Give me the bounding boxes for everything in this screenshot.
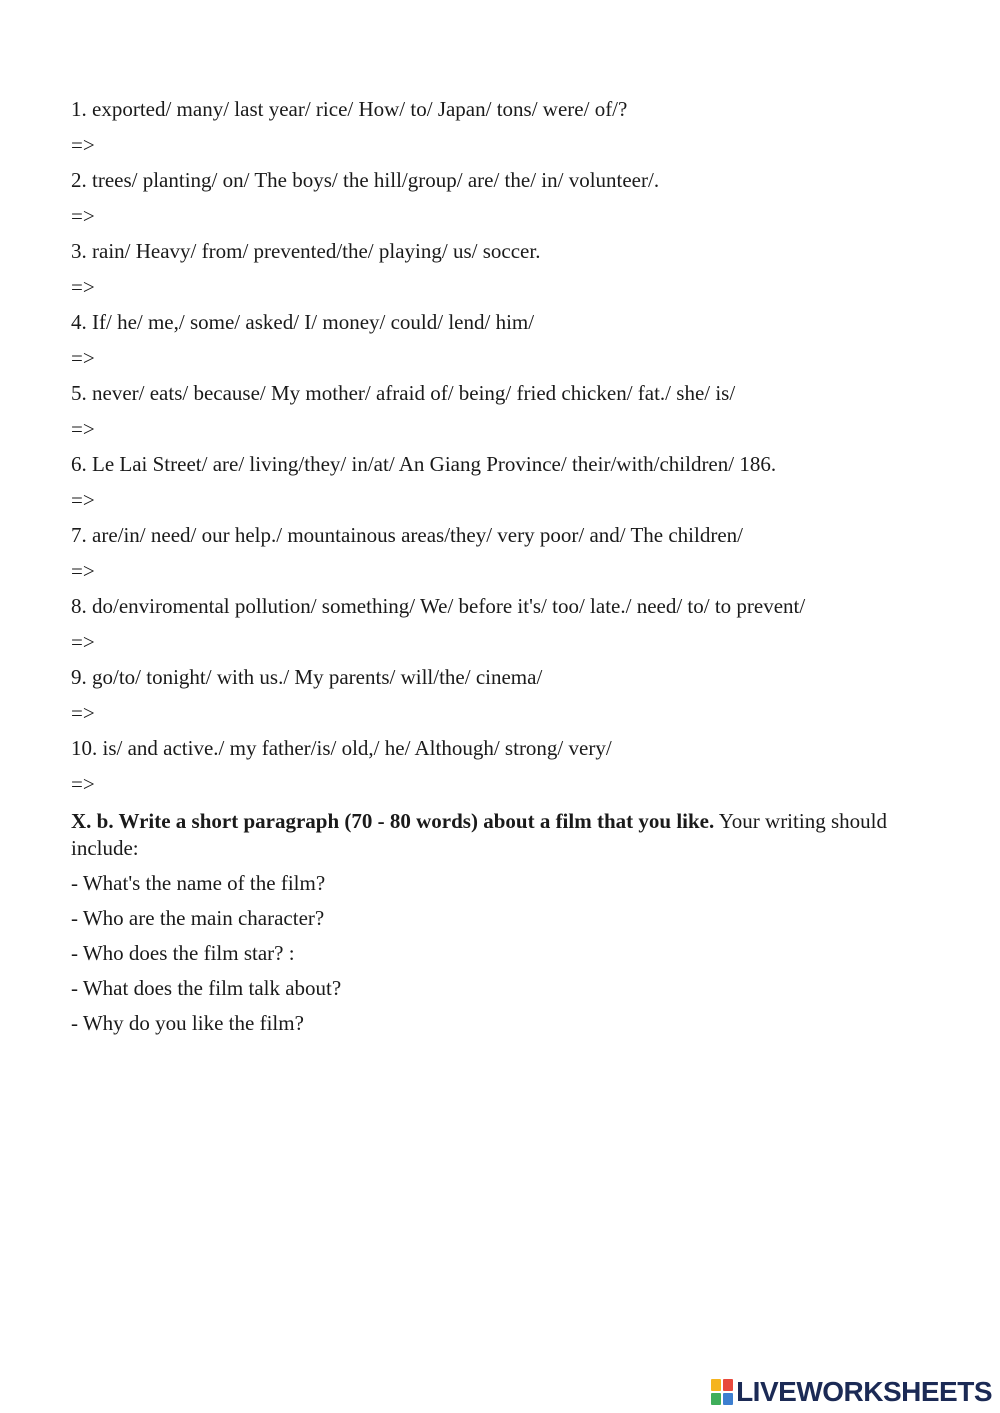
answer-line-10[interactable]: => [71, 772, 95, 796]
logo-text: LIVEWORKSHEETS [736, 1376, 992, 1407]
answer-line-8[interactable]: => [71, 630, 95, 654]
answer-line-4[interactable]: => [71, 346, 95, 370]
answer-line-5[interactable]: => [71, 417, 95, 441]
logo-square-1 [711, 1379, 721, 1391]
writing-task-instruction [71, 808, 931, 862]
prompt-item: - Why do you like the film? [71, 1011, 304, 1035]
worksheet [71, 96, 931, 1045]
question-2: 2. trees/ planting/ on/ The boys/ the hill/group/ are/ the/ in/ volunteer/. [71, 168, 660, 192]
answer-line-3[interactable]: => [71, 275, 95, 299]
prompt-item: - What's the name of the film? [71, 871, 326, 895]
question-10: 10. is/ and active./ my father/is/ old,/ he/ Although/ strong/ very/ [71, 736, 612, 760]
writing-prompts [71, 870, 931, 1045]
answer-line-6[interactable]: => [71, 488, 95, 512]
logo-square-3 [711, 1393, 721, 1405]
prompt-item: - Who does the film star? : [71, 941, 295, 965]
liveworksheets-logo [711, 1377, 992, 1407]
question-8: 8. do/enviromental pollution/ something/ We/ before it's/ too/ late./ need/ to/ to prevent/ [71, 594, 806, 618]
writing-task-title: X. b. Write a short paragraph (70 - 80 words) about a film that you like. [71, 809, 715, 833]
question-5: 5. never/ eats/ because/ My mother/ afraid of/ being/ fried chicken/ fat./ she/ is/ [71, 381, 736, 405]
question-9: 9. go/to/ tonight/ with us./ My parents/ will/the/ cinema/ [71, 665, 543, 689]
liveworksheets-logo-icon [711, 1379, 733, 1405]
logo-square-2 [723, 1379, 733, 1391]
answer-line-1[interactable]: => [71, 133, 95, 157]
logo-square-4 [723, 1393, 733, 1405]
question-list [71, 96, 931, 806]
question-7: 7. are/in/ need/ our help./ mountainous areas/they/ very poor/ and/ The children/ [71, 523, 743, 547]
question-3: 3. rain/ Heavy/ from/ prevented/the/ playing/ us/ soccer. [71, 239, 541, 263]
question-4: 4. If/ he/ me,/ some/ asked/ I/ money/ could/ lend/ him/ [71, 310, 535, 334]
prompt-item: - What does the film talk about? [71, 976, 342, 1000]
answer-line-9[interactable]: => [71, 701, 95, 725]
answer-line-7[interactable]: => [71, 559, 95, 583]
question-1: 1. exported/ many/ last year/ rice/ How/ to/ Japan/ tons/ were/ of/? [71, 97, 628, 121]
prompt-item: - Who are the main character? [71, 906, 325, 930]
question-6: 6. Le Lai Street/ are/ living/they/ in/at/ An Giang Province/ their/with/children/ 186. [71, 452, 777, 476]
answer-line-2[interactable]: => [71, 204, 95, 228]
writing-task-note: Your writing should include: [71, 809, 887, 860]
